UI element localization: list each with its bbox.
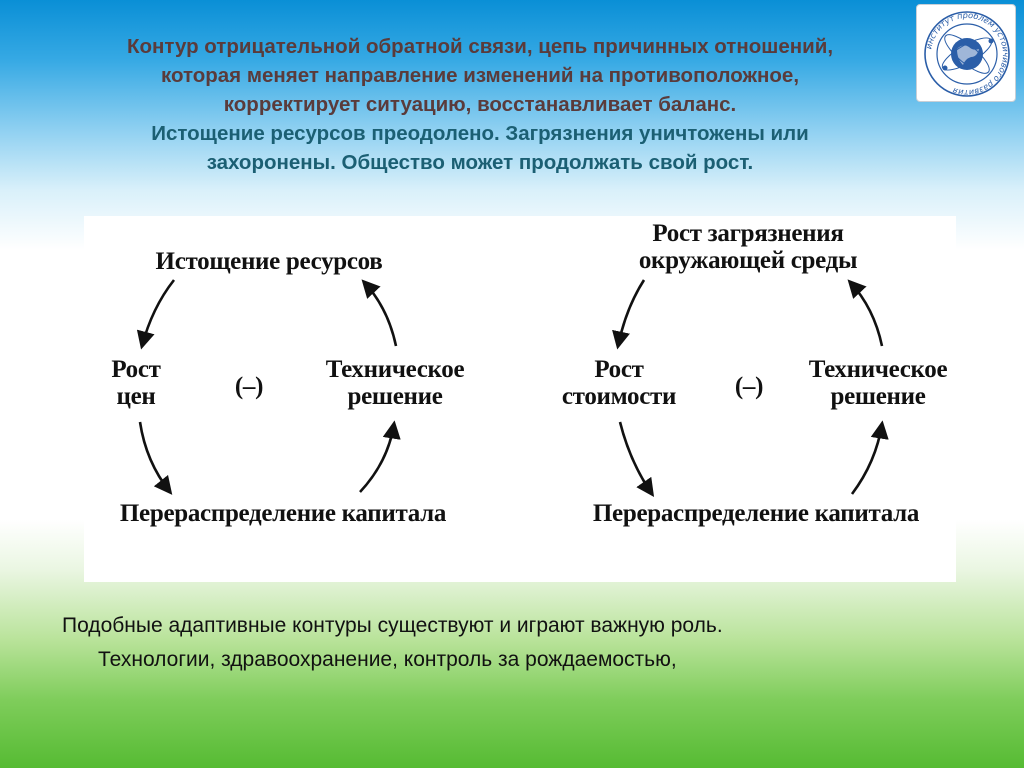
left-arrow-left-to-bottom [140, 422, 170, 492]
right-arrow-top-to-left [618, 280, 644, 346]
right-node-pollution-growth [618, 220, 878, 274]
institute-logo [916, 4, 1016, 102]
left-arrow-right-to-top [364, 282, 396, 346]
globe-seal-icon [917, 5, 1017, 103]
right-node-cost-growth [544, 356, 694, 410]
left-node-price-growth [96, 356, 176, 410]
right-loop-sign: (–) [734, 373, 764, 400]
right-node-pollution-growth-line1: Рост загрязнения [652, 220, 844, 247]
right-node-technical-solution-line2: решение [830, 383, 926, 410]
right-node-pollution-growth-line2: окружающей среды [638, 247, 858, 274]
left-arrow-bottom-to-right [360, 424, 394, 492]
title-line-5: захоронены. Общество может продолжать свой рост. [206, 151, 754, 174]
left-node-price-growth-line1: Рост [111, 356, 161, 383]
left-node-resource-depletion: Истощение ресурсов [155, 248, 383, 275]
footer-line-2: Технологии, здравоохранение, контроль за рождаемостью, [98, 648, 677, 671]
right-node-capital-redistribution: Перераспределение капитала [592, 500, 920, 527]
right-node-cost-growth-line2: стоимости [561, 383, 677, 410]
left-node-price-growth-line2: цен [116, 383, 156, 410]
right-node-technical-solution [800, 356, 956, 410]
slide-title [40, 32, 920, 177]
left-arrow-top-to-left [142, 280, 174, 346]
left-node-technical-solution-line1: Техническое [325, 356, 465, 383]
right-node-technical-solution-line1: Техническое [808, 356, 948, 383]
title-line-3: корректирует ситуацию, восстанавливает баланс. [223, 93, 737, 116]
footer-line-1: Подобные адаптивные контуры существуют и играют важную роль. [62, 614, 723, 637]
left-node-capital-redistribution: Перераспределение капитала [119, 500, 447, 527]
svg-text:институт проблем устойчивого р: институт проблем устойчивого развития [923, 9, 1012, 99]
title-line-4: Истощение ресурсов преодолено. Загрязнения уничтожены или [151, 122, 809, 145]
right-node-cost-growth-line1: Рост [594, 356, 644, 383]
right-arrow-left-to-bottom [620, 422, 652, 494]
right-arrow-bottom-to-right [852, 424, 882, 494]
left-node-technical-solution-line2: решение [347, 383, 443, 410]
title-line-1: Контур отрицательной обратной связи, цепь причинных отношений, [126, 35, 834, 58]
title-line-2: которая меняет направление изменений на противоположное, [160, 64, 800, 87]
left-node-technical-solution [310, 356, 480, 410]
right-arrow-right-to-top [850, 282, 882, 346]
left-loop-sign: (–) [234, 373, 264, 400]
diagram-panel [84, 216, 956, 582]
